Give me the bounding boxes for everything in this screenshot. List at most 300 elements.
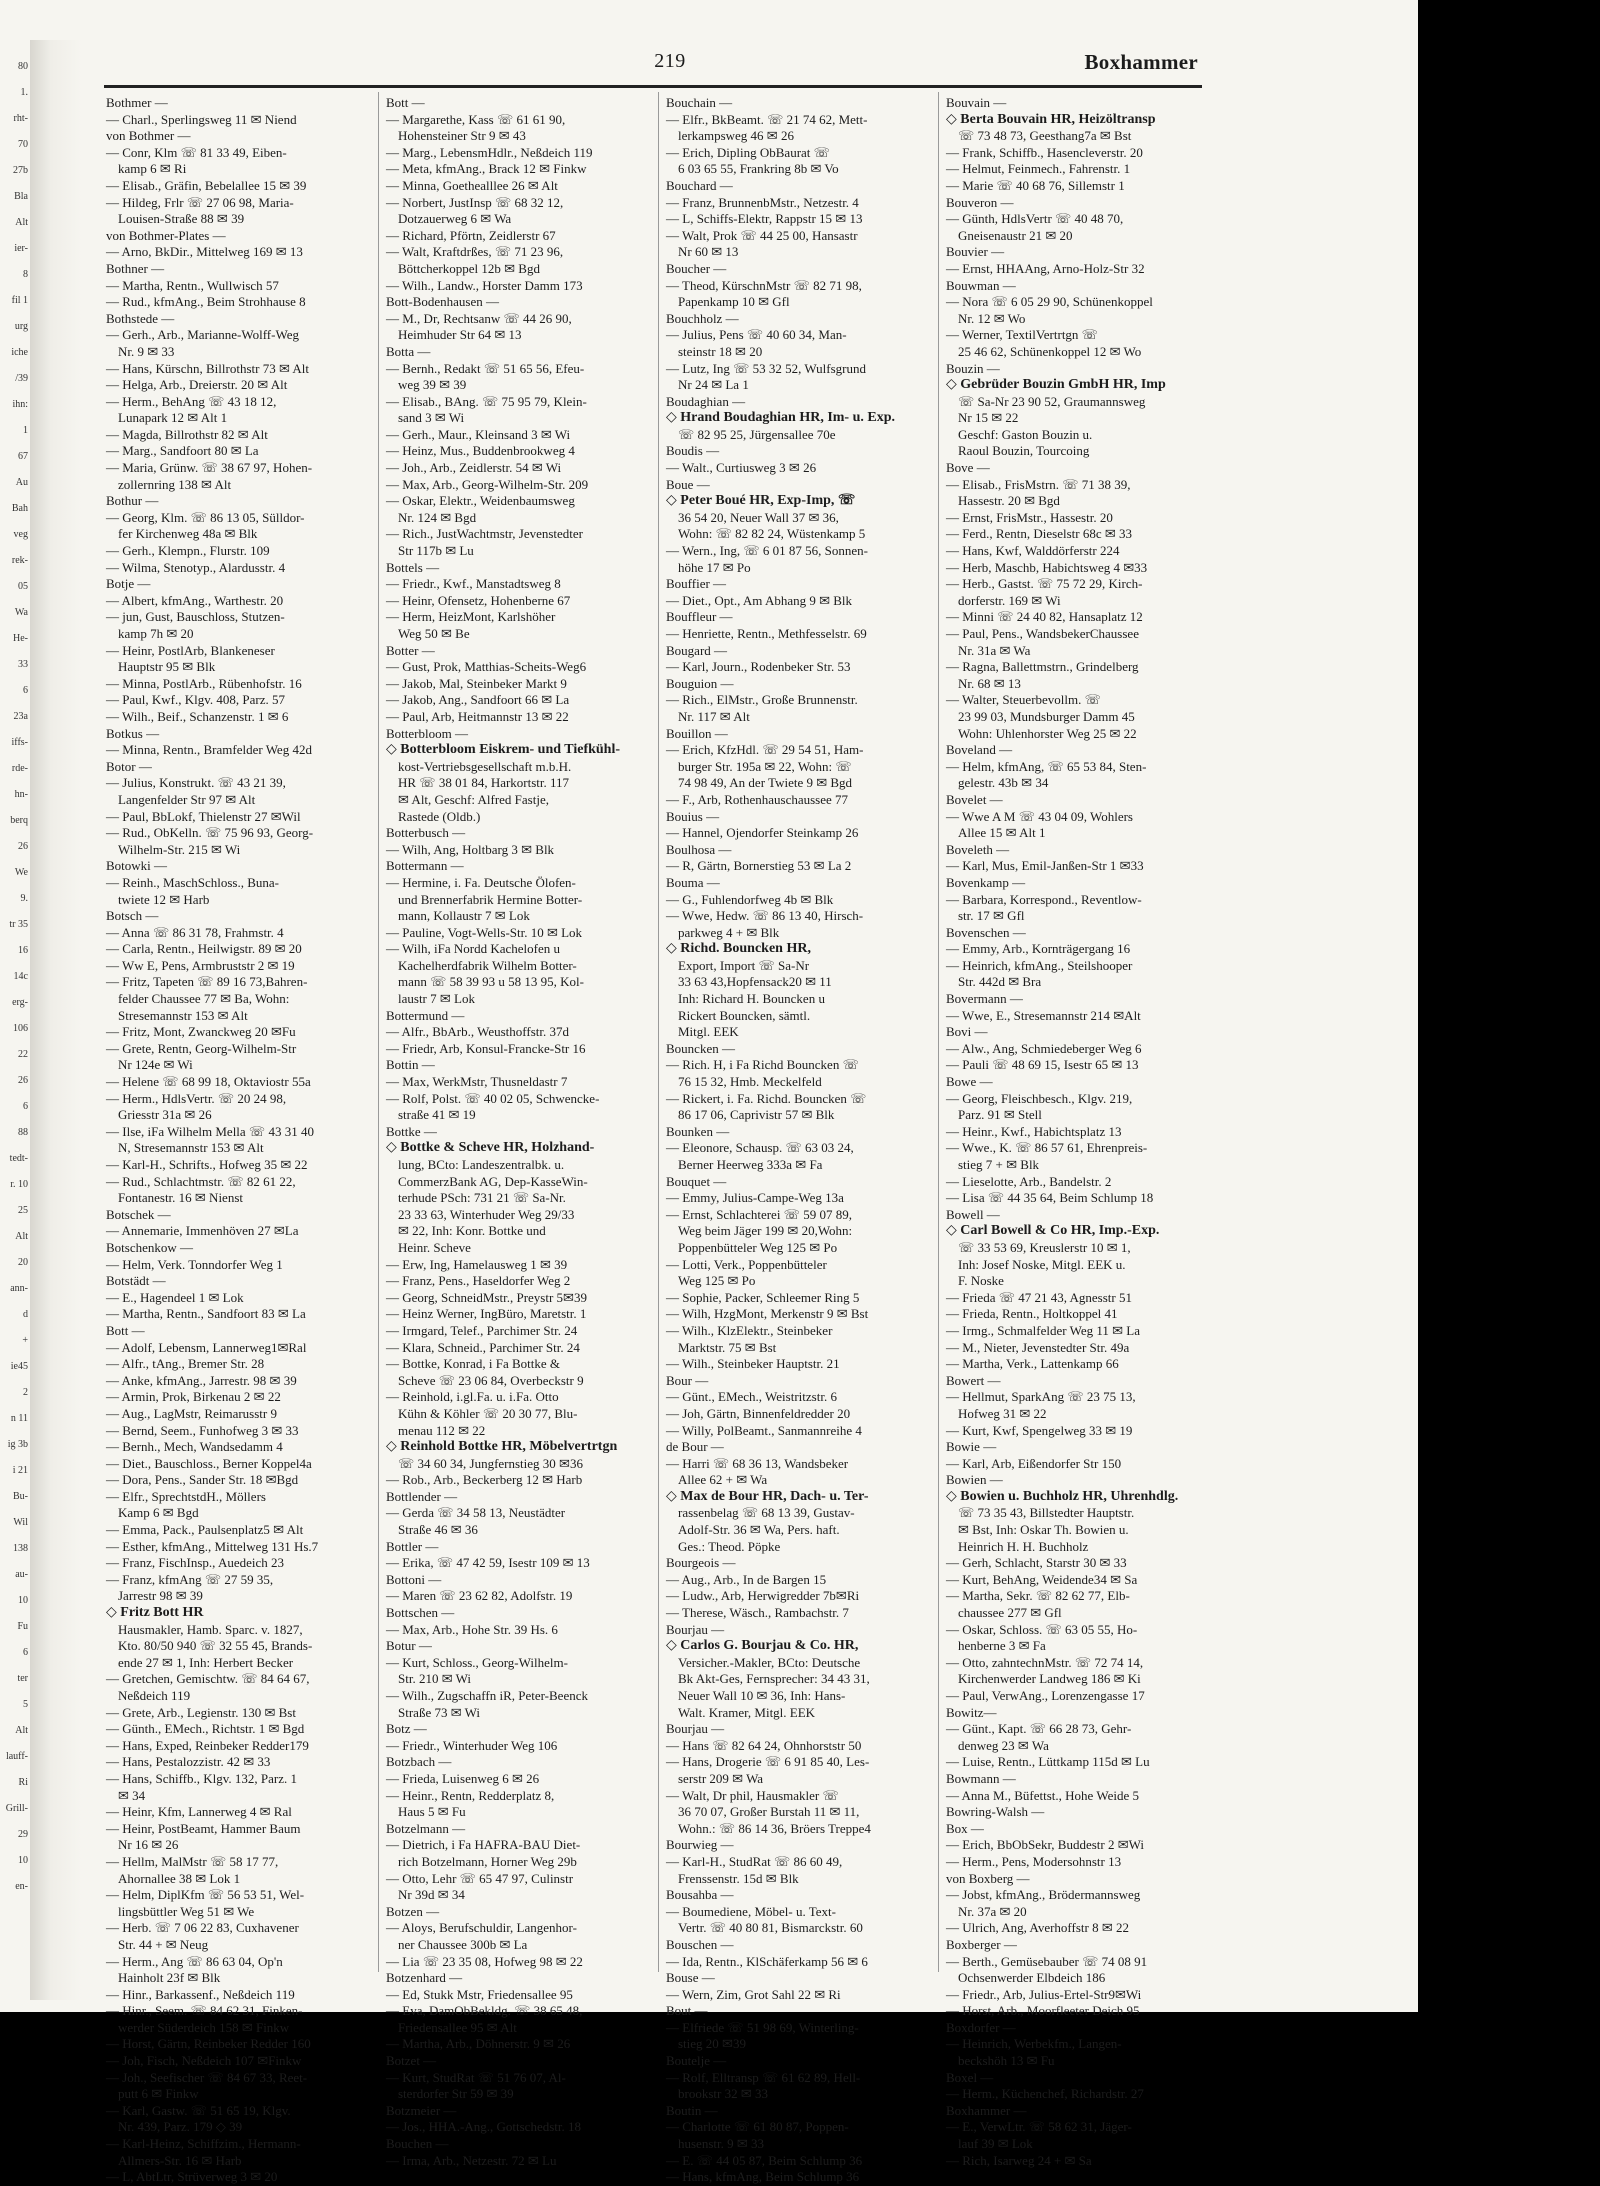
surname-heading: Bouquet — [666, 1173, 727, 1189]
entry-line: — Paul, VerwAng., Lorenzengasse 17 [946, 1688, 1145, 1703]
entry-line: dorferstr. 169 ✉ Wi [958, 592, 1061, 608]
surname-heading: Botzenhard — [386, 1970, 463, 1986]
entry-line: — Herm., Pens, Modersohnstr 13 [946, 1853, 1122, 1869]
entry-line: Ahornallee 38 ✉ Lok 1 [118, 1870, 241, 1886]
entry-line: — Anna ☏ 86 31 78, Frahmstr. 4 [106, 924, 284, 940]
entry-line: Stresemannstr 153 ✉ Alt [118, 1007, 248, 1023]
entry-line: Kamp 6 ✉ Bgd [118, 1505, 199, 1521]
entry-line: — Ida, Rentn., KlSchäferkamp 56 ✉ 6 [666, 1953, 868, 1969]
entry-line: — Wern, Zim, Grot Sahl 22 ✉ Ri [666, 1986, 841, 2002]
entry-line: — Walt, Prok ☏ 44 25 00, Hansastr [666, 227, 858, 243]
entry-line: Nr 15 ✉ 22 [958, 410, 1019, 426]
entry-line: felder Chaussee 77 ✉ Ba, Wohn: [118, 991, 290, 1007]
facing-page-fragment: rht- [13, 113, 28, 124]
entry-line: 36 70 07, Großer Burstah 11 ✉ 11, [678, 1804, 860, 1820]
entry-line: Allee 62 + ✉ Wa [678, 1472, 768, 1488]
entry-line: lerkampsweg 46 ✉ 26 [678, 128, 794, 144]
entry-line: — Willy, PolBeamt., Sanmannreihe 4 [666, 1422, 862, 1438]
entry-line: — Ernst, Schlachterei ☏ 59 07 89, [666, 1206, 852, 1222]
surname-heading: Bouchholz — [666, 310, 739, 326]
entry-line: Scheve ☏ 23 06 84, Overbeckstr 9 [398, 1372, 584, 1388]
surname-heading: Bouffier — [666, 576, 727, 592]
entry-line: — Erw, Ing, Hamelausweg 1 ✉ 39 [386, 1256, 568, 1272]
entry-line: Inh: Josef Noske, Mitgl. EEK u. [958, 1256, 1126, 1272]
entry-line: — Günth., EMech., Richtstr. 1 ✉ Bgd [106, 1721, 305, 1737]
entry-line: — Martha, Arb., Döhnerstr. 9 ✉ 26 [386, 2036, 571, 2052]
facing-page-fragment: 8 [23, 269, 28, 280]
entry-line: — Paul, Arb, Heitmannstr 13 ✉ 22 [386, 708, 569, 724]
facing-page-fragment: erg- [12, 997, 28, 1008]
entry-line: — Hinr., Barkassenf., Neßdeich 119 [106, 1986, 295, 2002]
facing-page-fragment: 23a [13, 711, 28, 722]
firm-entry-line: ◇ Carl Bowell & Co HR, Imp.-Exp. [946, 1223, 1160, 1239]
entry-line: — Irma, Arb., Netzestr. 72 ✉ Lu [386, 2152, 557, 2168]
entry-line: — Gust, Prok, Matthias-Scheits-Weg6 [386, 659, 587, 675]
entry-line: — Wwe, Hedw. ☏ 86 13 40, Hirsch- [666, 908, 864, 924]
surname-heading: Bouchard — [666, 177, 733, 193]
entry-line: — Walt, Kraftdrßes, ☏ 71 23 96, [386, 244, 564, 260]
entry-line: — Esther, kfmAng., Mittelweg 131 Hs.7 [106, 1538, 319, 1554]
facing-page-fragment: 26 [18, 841, 28, 852]
entry-line: Ochsenwerder Elbdeich 186 [958, 1970, 1106, 1986]
facing-page-fragment: r. 10 [10, 1179, 28, 1190]
facing-page-fragment: Alt [15, 1725, 28, 1736]
facing-page-fragment: 26 [18, 1075, 28, 1086]
running-head: Boxhammer [1084, 50, 1198, 74]
entry-line: Neuer Wall 10 ✉ 36, Inh: Hans- [678, 1688, 846, 1703]
entry-line: chaussee 277 ✉ Gfl [958, 1605, 1062, 1621]
entry-line: — Horst, Gärtn, Reinbeker Redder 160 [106, 2036, 311, 2052]
entry-line: Allee 15 ✉ Alt 1 [958, 825, 1046, 841]
surname-heading: Bottermund — [386, 1007, 465, 1023]
surname-heading: Bovi — [946, 1024, 988, 1040]
facing-page-fragment: 2 [23, 1387, 28, 1398]
entry-line: — Franz, BrunnenbMstr., Netzestr. 4 [666, 194, 859, 210]
surname-heading: Bourwieg — [666, 1837, 734, 1853]
entry-line: — M., Nieter, Jevenstedter Str. 49a [946, 1339, 1130, 1355]
firm-entry-line: ◇ Hrand Boudaghian HR, Im- u. Exp. [666, 410, 895, 426]
entry-line: — Heinrich, Werbekfm., Langen- [946, 2036, 1122, 2052]
entry-line: burger Str. 195a ✉ 22, Wohn: ☏ [678, 758, 852, 774]
facing-page-fragment: 138 [13, 1543, 28, 1554]
firm-entry-line: ◇ Botterbloom Eiskrem- und Tiefkühl- [386, 742, 621, 758]
facing-page-fragment: 70 [18, 139, 28, 150]
surname-heading: Bourjau — [666, 1621, 725, 1637]
entry-line: Weg 50 ✉ Be [398, 626, 470, 641]
facing-page-fragment: 88 [18, 1127, 28, 1138]
surname-heading: Boveleth — [946, 841, 1010, 857]
entry-line: — Barbara, Korrespond., Reventlow- [946, 891, 1142, 907]
entry-line: — Franz, Pens., Haseldorfer Weg 2 [386, 1273, 571, 1289]
surname-heading: Bottin — [386, 1057, 435, 1073]
entry-line: ✉ Bst, Inh: Oskar Th. Bowien u. [958, 1522, 1129, 1538]
surname-heading: Bothmer — [106, 95, 168, 110]
surname-heading: Bowitz— [946, 1704, 997, 1720]
entry-line: 74 98 49, An der Twiete 9 ✉ Bgd [678, 775, 853, 791]
surname-heading: Boucher — [666, 260, 727, 276]
entry-line: Nr. 117 ✉ Alt [678, 708, 750, 724]
entry-line: 23 99 03, Mundsburger Damm 45 [958, 708, 1135, 724]
entry-line: Nr. 124 ✉ Bgd [398, 509, 477, 525]
surname-heading: Bott-Bodenhausen — [386, 294, 500, 310]
entry-line: Wohn: ☏ 82 82 24, Wüstenkamp 5 [678, 526, 866, 542]
facing-page-fragment: 14c [13, 971, 28, 982]
entry-line: — Rich, Isarweg 24 + ✉ Sa [946, 2152, 1092, 2168]
surname-heading: Boxberger — [946, 1936, 1017, 1952]
entry-line: — Karl, Gastw. ☏ 51 65 19, Klgv. [106, 2102, 291, 2118]
entry-line: Marktstr. 75 ✉ Bst [678, 1339, 777, 1355]
firm-entry-line: ◇ Max de Bour HR, Dach- u. Ter- [666, 1488, 869, 1504]
book-gutter [30, 40, 82, 2000]
facing-page-fragment: Wil [13, 1517, 28, 1528]
entry-line: sterdorfer Str 59 ✉ 39 [398, 2086, 514, 2102]
surname-heading: Boulhosa — [666, 841, 732, 857]
entry-line: — Alfr., tAng., Bremer Str. 28 [106, 1356, 265, 1372]
surname-heading: Boutin — [666, 2102, 718, 2118]
surname-heading: Botterbusch — [386, 825, 466, 841]
facing-page-fragment: 16 [18, 945, 28, 956]
entry-line: — Elfriede ☏ 51 98 69, Winterling- [666, 2019, 859, 2035]
entry-line: — Hellmut, SparkAng ☏ 23 75 13, [946, 1389, 1136, 1405]
entry-line: — Karl-H., StudRat ☏ 86 60 49, [666, 1853, 843, 1869]
entry-line: — Wilh, HzgMont, Merkenstr 9 ✉ Bst [666, 1306, 869, 1322]
entry-line: gelestr. 43b ✉ 34 [958, 775, 1049, 791]
entry-line: — Gerh., Maur., Kleinsand 3 ✉ Wi [386, 426, 571, 442]
entry-line: — Karl, Journ., Rodenbeker Str. 53 [666, 659, 851, 675]
surname-heading: Boue — [666, 476, 710, 492]
facing-page-fragment: ann- [10, 1283, 28, 1294]
entry-line: — Wilh., Steinbeker Hauptstr. 21 [666, 1356, 840, 1372]
entry-line: — Walter, Steuerbevollm. ☏ [946, 692, 1101, 708]
entry-line: fer Kirchenweg 48a ✉ Blk [118, 526, 258, 542]
entry-line: — Joh, Gärtn, Binnenfeldredder 20 [666, 1405, 851, 1421]
firm-entry-line: ◇ Berta Bouvain HR, Heizöltransp [946, 111, 1156, 127]
facing-page-fragment: au- [15, 1569, 28, 1580]
entry-line: 23 33 63, Winterhuder Weg 29/33 [398, 1206, 575, 1222]
surname-heading: Bowmann — [946, 1770, 1016, 1786]
facing-page-fragment: en- [15, 1881, 28, 1892]
entry-line: Str. 44 + ✉ Neug [118, 1936, 209, 1952]
entry-line: — Rolf, Polst. ☏ 40 02 05, Schwencke- [386, 1090, 600, 1106]
entry-line: Nr. 439, Parz. 179 ◇ 39 [118, 2119, 243, 2135]
facing-page-fragment: We [14, 867, 28, 878]
entry-line: ende 27 ✉ 1, Inh: Herbert Becker [118, 1654, 294, 1670]
surname-heading: Bowe — [946, 1074, 993, 1090]
facing-page-fragment: Bla [14, 191, 28, 202]
entry-line: — Rickert, i. Fa. Richd. Bouncken ☏ [666, 1090, 867, 1106]
surname-heading: Bovenkamp — [946, 874, 1026, 890]
entry-line: — Wern., Ing, ☏ 6 01 87 56, Sonnen- [666, 543, 869, 559]
entry-line: — Hellm, MalMstr ☏ 58 17 77, [106, 1853, 279, 1869]
entry-line: Straße 73 ✉ Wi [398, 1704, 480, 1720]
entry-line: — Julius, Pens ☏ 40 60 34, Man- [666, 327, 847, 343]
facing-page-fragment: 22 [18, 1049, 28, 1060]
entry-line: — Ragna, Ballettmstrn., Grindelberg [946, 659, 1139, 675]
entry-line: — Herm, HeizMont, Karlshöher [386, 609, 556, 625]
entry-line: straße 41 ✉ 19 [398, 1107, 476, 1123]
firm-entry-line: ◇ Carlos G. Bourjau & Co. HR, [666, 1638, 859, 1654]
facing-page-fragment: 29 [18, 1829, 28, 1840]
entry-line: — Paul, Pens., WandsbekerChaussee [946, 626, 1139, 641]
entry-line: — Oskar, Schloss. ☏ 63 05 55, Ho- [946, 1621, 1138, 1637]
entry-line: — Reinhold, i.gl.Fa. u. i.Fa. Otto [386, 1389, 559, 1405]
entry-line: — Georg, Fleischbesch., Klgv. 219, [946, 1090, 1133, 1106]
entry-line: höhe 17 ✉ Po [678, 559, 751, 575]
entry-line: Heimhuder Str 64 ✉ 13 [398, 327, 522, 343]
entry-line: — Carla, Rentn., Heilwigstr. 89 ✉ 20 [106, 941, 302, 957]
facing-page-fragment: 67 [18, 451, 28, 462]
entry-line: twiete 12 ✉ Harb [118, 891, 210, 907]
entry-line: — Irmgard, Telef., Parchimer Str. 24 [386, 1322, 578, 1338]
entry-line: — L, AbtLtr, Strüverweg 3 ✉ 20 [106, 2169, 278, 2185]
entry-line: — Hans, Exped, Reinbeker Redder179 [106, 1737, 309, 1753]
entry-line: — Rich. H, i Fa Richd Bouncken ☏ [666, 1057, 859, 1073]
surname-heading: Bouse — [666, 1970, 715, 1986]
entry-line: — Joh., Seefischer ☏ 84 67 33, Reet- [106, 2069, 308, 2085]
entry-line: — Richard, Pförtn, Zeidlerstr 67 [386, 227, 556, 243]
entry-line: Nr. 31a ✉ Wa [958, 642, 1031, 658]
entry-line: — Friedr, Arb, Konsul-Francke-Str 16 [386, 1040, 586, 1056]
entry-line: — Heinr, Kfm, Lannerweg 4 ✉ Ral [106, 1804, 292, 1820]
entry-line: — Fritz, Tapeten ☏ 89 16 73,Bahren- [106, 974, 308, 990]
entry-line: Mitgl. EEK [678, 1024, 739, 1040]
entry-line: — Eva, DamObBekldg. ☏ 38 65 48, [386, 2003, 583, 2019]
surname-heading: Boxdorfer — [946, 2019, 1016, 2035]
entry-line: Nr 24 ✉ La 1 [678, 377, 749, 393]
entry-line: 25 46 62, Schünenkoppel 12 ✉ Wo [958, 343, 1142, 359]
facing-page-fragment: Wa [14, 607, 28, 618]
facing-page-fragment: 6 [23, 1647, 28, 1658]
surname-heading: Botzmeier — [386, 2102, 457, 2118]
entry-line: — Walt, Dr phil, Hausmakler ☏ [666, 1787, 839, 1803]
entry-line: Str. 210 ✉ Wi [398, 1671, 471, 1687]
surname-heading: Bowien — [946, 1472, 1003, 1488]
entry-line: — Friedr., Winterhuder Weg 106 [386, 1737, 558, 1753]
entry-line: — Georg, Klm. ☏ 86 13 05, Sülldor- [106, 509, 305, 525]
surname-heading: Boudaghian — [666, 393, 746, 409]
surname-heading: Bouschen — [666, 1936, 734, 1952]
entry-line: — Boumediene, Möbel- u. Text- [666, 1903, 836, 1919]
entry-line: — Heinz Werner, IngBüro, Maretstr. 1 [386, 1306, 587, 1322]
entry-line: — Rud., kfmAng., Beim Strohhause 8 [106, 294, 306, 310]
entry-line: Kto. 80/50 940 ☏ 32 55 45, Brands- [118, 1638, 313, 1654]
surname-heading: Bousahba — [666, 1887, 734, 1903]
entry-line: — Wilh, Ang, Holtbarg 3 ✉ Blk [386, 841, 555, 857]
entry-line: — Emma, Pack., Paulsenplatz5 ✉ Alt [106, 1522, 304, 1538]
entry-line: — Elfr., SprechtstdH., Möllers [106, 1488, 266, 1504]
entry-line: — Anna M., Büfettst., Hohe Weide 5 [946, 1787, 1139, 1803]
entry-line: — Reinh., MaschSchloss., Buna- [106, 874, 279, 890]
surname-heading: Botowki — [106, 858, 168, 874]
surname-heading: Botstädt — [106, 1273, 166, 1289]
entry-line: — Kurt, BehAng, Weidende34 ✉ Sa [946, 1571, 1138, 1587]
surname-heading: Bowring-Walsh — [946, 1804, 1045, 1820]
firm-entry-line: ◇ Bowien u. Buchholz HR, Uhrenhdlg. [946, 1488, 1179, 1504]
entry-line: — Jakob, Mal, Steinbeker Markt 9 [386, 675, 567, 691]
entry-line: — Erich, Dipling ObBaurat ☏ [666, 144, 830, 160]
entry-line: putt 6 ✉ Finkw [118, 2086, 199, 2102]
surname-heading: Bouguion — [666, 675, 734, 691]
entry-line: Neßdeich 119 [118, 1688, 191, 1703]
entry-line: — Erich, KfzHdl. ☏ 29 54 51, Ham- [666, 742, 864, 758]
entry-line: rich Botzelmann, Horner Weg 29b [398, 1853, 577, 1869]
facing-page-fragment: iffs- [11, 737, 28, 748]
entry-line: zollernring 138 ✉ Alt [118, 476, 232, 492]
entry-line: Vertr. ☏ 40 80 81, Bismarckstr. 60 [678, 1920, 863, 1936]
surname-heading: Bovelet — [946, 791, 1003, 807]
entry-line: Kühn & Köhler ☏ 20 30 77, Blu- [398, 1405, 578, 1421]
entry-line: — Emmy, Julius-Campe-Weg 13a [666, 1190, 844, 1206]
entry-line: — Nora ☏ 6 05 29 90, Schünenkoppel [946, 294, 1153, 310]
surname-heading: Bouwman — [946, 277, 1016, 293]
entry-line: Hausmakler, Hamb. Sparc. v. 1827, [118, 1621, 303, 1637]
entry-line: — Maria, Grünw. ☏ 38 67 97, Hohen- [106, 460, 313, 476]
surname-heading: Bouvier — [946, 244, 1005, 260]
entry-line: — Minna, Goethealllee 26 ✉ Alt [386, 177, 558, 193]
entry-line: — Charl., Sperlingsweg 11 ✉ Niend [106, 111, 297, 127]
entry-line: — Bottke, Konrad, i Fa Bottke & [386, 1356, 561, 1372]
entry-line: — Hans, Drogerie ☏ 6 91 85 40, Les- [666, 1754, 870, 1770]
entry-line: Nr 16 ✉ 26 [118, 1837, 179, 1853]
surname-heading: Botur — [386, 1638, 432, 1654]
surname-heading: Bourjau — [666, 1721, 725, 1737]
facing-page-fragment: 27b [13, 165, 28, 176]
surname-heading: von Bothmer-Plates — [106, 227, 226, 243]
entry-line: — Ed, Stukk Mstr, Friedensallee 95 [386, 1986, 573, 2002]
entry-line: 6 03 65 55, Frankring 8b ✉ Vo [678, 161, 839, 177]
entry-line: — Frieda ☏ 47 21 43, Agnesstr 51 [946, 1289, 1132, 1305]
entry-line: Hainholt 23f ✉ Blk [118, 1970, 221, 1986]
entry-line: — Annemarie, Immenhöven 27 ✉La [106, 1223, 299, 1239]
entry-line: werder Süderdeich 158 ✉ Finkw [118, 2019, 290, 2035]
entry-line: — Henriette, Rentn., Methfesselstr. 69 [666, 626, 867, 641]
entry-line: — Gretchen, Gemischtw. ☏ 84 64 67, [106, 1671, 310, 1687]
entry-line: — Minni ☏ 24 40 82, Hansaplatz 12 [946, 609, 1143, 625]
entry-line: — Norbert, JustInsp ☏ 68 32 12, [386, 194, 564, 210]
surname-heading: Bove — [946, 460, 990, 476]
surname-heading: Bouzin — [946, 360, 1000, 376]
entry-line: Nr. 37a ✉ 20 [958, 1903, 1027, 1919]
entry-line: — Maren ☏ 23 62 82, Adolfstr. 19 [386, 1588, 573, 1604]
entry-line: Nr. 68 ✉ 13 [958, 675, 1021, 691]
surname-heading: Botzelmann — [386, 1820, 466, 1836]
entry-line: — Magda, Billrothstr 82 ✉ Alt [106, 426, 268, 442]
entry-line: — Ww E, Pens, Armbruststr 2 ✉ 19 [106, 957, 295, 973]
facing-page-fragment: berq [10, 815, 28, 826]
entry-line: — Jobst, kfmAng., Brödermannsweg [946, 1887, 1141, 1903]
entry-line: — Helm, DiplKfm ☏ 56 53 51, Wel- [106, 1887, 305, 1903]
facing-page-fragment: hn- [14, 789, 28, 800]
entry-line: Kachelherdfabrik Wilhelm Botter- [398, 957, 577, 973]
facing-page-fragment: tedt- [9, 1153, 28, 1164]
entry-line: — Georg, SchneidMstr., Preystr 5✉39 [386, 1289, 587, 1305]
entry-line: — M., Dr, Rechtsanw ☏ 44 26 90, [386, 310, 572, 326]
entry-line: — Helm, kfmAng, ☏ 65 53 84, Sten- [946, 758, 1147, 774]
entry-line: — Rich., ElMstr., Große Brunnenstr. [666, 692, 858, 708]
entry-line: — Wilma, Stenotyp., Alardusstr. 4 [106, 559, 286, 575]
facing-page-fragment: /39 [15, 373, 28, 384]
entry-line: Hauptstr 95 ✉ Blk [118, 659, 216, 675]
entry-line: — Friedr., Arb, Julius-Ertel-Str9✉Wi [946, 1986, 1142, 2002]
entry-line: — Grete, Rentn, Georg-Wilhelm-Str [106, 1040, 297, 1056]
entry-line: — Martha, Rentn., Wullwisch 57 [106, 277, 279, 293]
surname-heading: Bottschen — [386, 1605, 455, 1621]
entry-line: — Paul, Kwf., Klgv. 408, Parz. 57 [106, 692, 285, 708]
entry-line: Louisen-Straße 88 ✉ 39 [118, 211, 245, 227]
entry-line: — Rich., JustWachtmstr, Jevenstedter [386, 526, 584, 542]
entry-line: ☏ 82 95 25, Jürgensallee 70e [678, 426, 836, 442]
entry-line: — Klara, Schneid., Parchimer Str. 24 [386, 1339, 580, 1355]
entry-line: — Alfr., BbArb., Weusthoffstr. 37d [386, 1024, 570, 1040]
entry-line: Dotzauerweg 6 ✉ Wa [398, 211, 512, 227]
entry-line: — Wilh., Landw., Horster Damm 173 [386, 277, 583, 293]
directory-column-4 [946, 95, 1208, 2168]
surname-heading: Boutelje — [666, 2053, 727, 2069]
entry-line: — Julius, Konstrukt. ☏ 43 21 39, [106, 775, 286, 791]
entry-line: — E. ☏ 44 05 87, Beim Schlump 36 [666, 2152, 863, 2168]
entry-line: steinstr 18 ✉ 20 [678, 343, 763, 359]
entry-line: Hofweg 31 ✉ 22 [958, 1405, 1047, 1421]
entry-line: ner Chaussee 300b ✉ La [398, 1936, 528, 1952]
firm-entry-line: ◇ Richd. Bouncken HR, [666, 941, 811, 957]
entry-line: Wohn.: ☏ 86 14 36, Bröers Treppe4 [678, 1820, 871, 1836]
entry-line: kamp 7h ✉ 20 [118, 626, 194, 641]
surname-heading: Botta — [386, 343, 431, 359]
entry-line: 33 63 43,Hopfensack20 ✉ 11 [678, 974, 832, 990]
surname-heading: Bour — [666, 1372, 709, 1388]
entry-line: — Ernst, FrisMstr., Hassestr. 20 [946, 509, 1113, 525]
entry-line: — Helene ☏ 68 99 18, Oktaviostr 55a [106, 1074, 311, 1090]
facing-page-fragment: rde- [11, 763, 28, 774]
entry-line: — Helga, Arb., Dreierstr. 20 ✉ Alt [106, 377, 288, 393]
entry-line: — Heinrich, kfmAng., Steilshooper [946, 957, 1133, 973]
entry-line: — Franz, kfmAng ☏ 27 59 35, [106, 1571, 274, 1587]
facing-page-fragment: Au [15, 477, 28, 488]
surname-heading: Boxel — [946, 2069, 994, 2085]
entry-line: — Aug., Arb., In de Bargen 15 [666, 1571, 827, 1587]
entry-line: 76 15 32, Hmb. Meckelfeld [678, 1074, 822, 1090]
facing-page-fragment: d [23, 1309, 28, 1320]
entry-line: — Otto, Lehr ☏ 65 47 97, Culinstr [386, 1870, 574, 1886]
entry-line: — L, Schiffs-Elektr, Rappstr 15 ✉ 13 [666, 211, 863, 227]
entry-line: — Grete, Arb., Legienstr. 130 ✉ Bst [106, 1704, 296, 1720]
facing-page-fragment: fil 1 [11, 295, 28, 306]
entry-line: — Max, Arb., Hohe Str. 39 Hs. 6 [386, 1621, 558, 1637]
surname-heading: Bottler — [386, 1538, 439, 1554]
entry-line: — Herm., HdlsVertr. ☏ 20 24 98, [106, 1090, 287, 1106]
surname-heading: Botter — [386, 642, 435, 658]
directory-column-3 [666, 95, 928, 2185]
surname-heading: von Boxberg — [946, 1870, 1030, 1886]
entry-line: — Ulrich, Ang, Averhoffstr 8 ✉ 22 [946, 1920, 1130, 1936]
surname-heading: Bowie — [946, 1439, 997, 1455]
entry-line: N, Stresemannstr 153 ✉ Alt [118, 1140, 264, 1156]
entry-line: — Heinr, Ofensetz, Hohenberne 67 [386, 592, 571, 608]
column-divider [658, 92, 659, 1972]
entry-line: — Diet., Bauschloss., Berner Koppel4a [106, 1455, 312, 1471]
entry-line: — Minna, PostlArb., Rübenhofstr. 16 [106, 675, 302, 691]
facing-page-fragment: Grill- [5, 1803, 28, 1814]
surname-heading: Bothur — [106, 493, 159, 509]
entry-line: — Therese, Wäsch., Rambachstr. 7 [666, 1605, 849, 1621]
entry-line: — Albert, kfmAng., Warthestr. 20 [106, 592, 284, 608]
surname-heading: Bouncken — [666, 1040, 735, 1056]
entry-line: CommerzBank AG, Dep-KasseWin- [398, 1173, 588, 1189]
entry-line: — Horst, Arb., Moorfleeter Deich 95 [946, 2003, 1140, 2019]
entry-line: — Charlotte ☏ 61 80 87, Poppen- [666, 2119, 849, 2135]
entry-line: Papenkamp 10 ✉ Gfl [678, 294, 790, 310]
entry-line: — Walt., Curtiusweg 3 ✉ 26 [666, 460, 817, 476]
